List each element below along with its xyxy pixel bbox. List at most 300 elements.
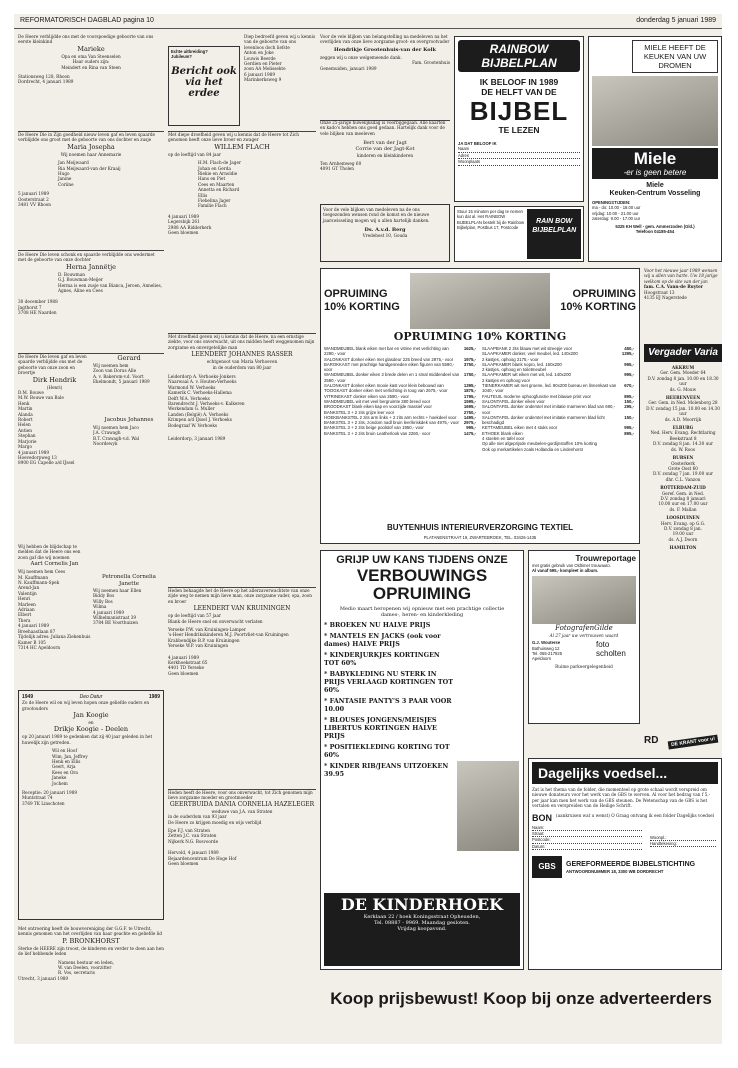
ad-line: Thera (18, 617, 31, 623)
sale-item-desc: BROODKAST blank eiken kap en voorzijde massief voor (324, 404, 432, 410)
trouwreportage-ad (528, 550, 640, 724)
rainbow-info-ad (454, 206, 584, 262)
kh-item: * BROEKEN NU HALVE PRIJS (324, 621, 431, 630)
ad-line: Naarwaal A. v. Houten-Verhoeks (168, 379, 237, 385)
varia-title: Vergader Varia (644, 344, 722, 362)
ad-line: Wij noemen haar Annemarie (60, 151, 122, 157)
trouw-title: Trouwreportage (575, 554, 636, 563)
rd-krant (644, 728, 722, 758)
sale-item-price: 1695,- (463, 404, 476, 410)
miele-name: Miele (646, 182, 664, 189)
rainbow-form: JA DAT BELOOF IK (458, 141, 497, 146)
kh-item: * FANTASIE PANTY'S 3 PAAR VOOR 10.00 (324, 697, 452, 714)
header-right: donderdag 5 januari 1989 (636, 17, 716, 24)
rainbow-field[interactable]: Woonplaats (458, 159, 580, 165)
sale-headline-right: OPRUIMING 10% KORTING (560, 288, 636, 313)
sale-item-desc: TOOGKAST donker eiken met verlichting in toog van 2675,- voor (324, 388, 448, 394)
varia-entry: Ger. Gem. Moeder 64 (660, 370, 706, 376)
sale-item-price: 1975,- (463, 356, 476, 362)
ad-name: P. BRONKHORST (62, 936, 120, 945)
rainbow-line1: IK BELOOF IN 1989 (479, 77, 559, 87)
ad-line: Janine (58, 176, 72, 182)
rainbow-field[interactable]: Adres (458, 153, 580, 159)
birth-ad-jacobus (93, 416, 165, 516)
ad-line: Geen bloemen (168, 670, 199, 676)
ad-name: Jacobus Johannes (104, 417, 154, 423)
miele-head: MIELE HEEFT DE KEUKEN VAN UW DROMEN (632, 40, 718, 73)
ad-name: Gerard (117, 354, 141, 362)
varia-entry: 10.00 uur en 17.00 uur (658, 501, 708, 507)
trouw-note: Al 27 jaar uw vertrouwen waard (549, 632, 619, 638)
gbs-field[interactable]: Postcode: (532, 837, 642, 843)
ad-line: Riekie en Arnoldie (198, 171, 238, 177)
gbs-org-sub: ANTWOORDNUMMER 18, 3300 WB DORDRECHT (566, 868, 664, 874)
ad-line: H.M. Flach-de Jager (198, 160, 241, 166)
ad-line: Noordewyk (93, 441, 118, 447)
ad-line: Kerkhoekstraat 65 (168, 660, 208, 666)
gbs-logo: GBS (532, 856, 562, 878)
rainbow-line2: DE HELFT VAN DE (481, 87, 557, 97)
sale-item-price: 895,- (624, 393, 634, 399)
header-left: REFORMATORISCH DAGBLAD pagina 10 (20, 17, 154, 24)
sale-item-price: 2975,- (463, 420, 476, 426)
varia-entry: Herv. Evang. op G.G. (660, 520, 706, 526)
jubilee-text: op 20 januari 1989 te gedenken dat zij 40 jaar geleden in het huwelijk zijn getreden. (22, 734, 153, 745)
ad-name: Ds. A.v.d. Berg (364, 227, 406, 234)
ad-line: 4 januari 1989 (18, 623, 50, 629)
ad-line: Margo (18, 444, 32, 450)
ad-line: Geen bloemen (168, 230, 199, 236)
ad-line: D.M. Bouwe (18, 390, 44, 396)
trouw-signature: FotografenGilde (555, 623, 613, 632)
ad-line: Elbert (18, 612, 32, 618)
kitchen-photo (592, 76, 718, 146)
ad-name: LEENDERT VAN KRUININGEN (193, 605, 291, 613)
ad-name: Bert van der Jagt (363, 140, 407, 147)
ad-line: Willy Bos (93, 598, 113, 604)
ad-line: Hoevedorpweg 13 (18, 454, 57, 460)
miele-logo: Miele (633, 149, 677, 168)
sale-item-desc: BANKSTEL 3 + 2 zits bruin Leatherlook van 2260,- voor (324, 430, 431, 436)
ad-line: Yerseke P.W. van Kruiningen-Lamper (168, 627, 246, 633)
stillborn-ad (244, 34, 316, 128)
ad-name: Dirk Hendrik (32, 375, 77, 384)
sale-item-price: 895,- (624, 430, 634, 436)
ad-line: 's-Heer Hendrikskinderen M.J. Poortvliet-van Kruiningen (168, 632, 289, 638)
rainbow2-logo: RAIN BOW BIJBELPLAN (527, 209, 581, 259)
furniture-photo (410, 273, 550, 329)
varia-entry: Oosterkerk (671, 460, 695, 466)
ad-line: J.A. Crawagh (93, 430, 121, 436)
ad-line: 3769 TK Linschoten (22, 800, 65, 806)
ad-line: Familie Flach (198, 203, 227, 209)
ad-line: Anton en Joke (244, 50, 274, 56)
ad-name: Herna Jannëtje (66, 262, 116, 271)
varia-entry: LOOSDUINEN (666, 515, 700, 521)
gbs-ad (528, 758, 722, 970)
birth-ad-gerard (93, 354, 165, 414)
ad-intro: Heden behaagde het de Heere op het allerzaverwachtste van onze zijde weg te nemen mijn lieve man, onze zorgzame vader, opa, zoon en broer (168, 588, 313, 604)
ad-lines (18, 54, 164, 70)
miele-phone: Telefoon 04185-454 (635, 229, 675, 235)
ad-line: Jochem (52, 780, 68, 786)
sale-item-desc: 2 kastjes en ophoog voor (482, 377, 531, 383)
rainbow-big: BIJBEL (469, 96, 569, 126)
trouw-foot: Ruime parkeergelegenheid (555, 663, 613, 669)
varia-entry: Beekstraat 8 (669, 435, 697, 441)
ad-line: Ten Arnhemweg 60 (320, 161, 362, 167)
jubilee-ad (18, 690, 164, 920)
bericht-q1: Echte uitbreiding? (171, 49, 208, 54)
ad-line: 3784 BE Voorthuizen (93, 620, 138, 626)
kh-item: * POSITIEKLEDING KORTING TOT 60% (324, 743, 450, 760)
ad-line: in de ouderdom van 93 jaar (168, 814, 227, 820)
gbs-field[interactable]: Woonpl.: (650, 835, 716, 841)
sale-item-desc: SALONKAST donker eiken mooie kast voor klein bebouwd van (324, 383, 444, 389)
sale-title: OPRUIMING 10% KORTING (393, 330, 567, 343)
rainbow-field[interactable]: Naam (458, 146, 580, 152)
sale-item-desc: BAROKKAST met prachtige handgesneden eiken figuren van 5590,- voor (324, 361, 455, 373)
greeting-name: fam. C.A. Vann-de Ruyter (644, 284, 703, 290)
ad-line: Helen (18, 422, 31, 428)
varia-entry: D.V. zondag 7 jan. 19.00 uur (653, 471, 713, 477)
ad-intro: Voor de vele blijken van belangstelling na medeleven na het overlijden van onze lieve zorgzame groot- en overgrootvader (320, 34, 450, 45)
ad-line: Krabbendijke B.P. van Kruiningen (168, 637, 240, 643)
ad-line: Diep bedroefd geven wij u kennis van de geboorte van ons levenloos doch liefste (244, 34, 316, 50)
ad-line: Robert (18, 417, 33, 423)
sale-item-price: 1475,- (463, 430, 476, 436)
gbs-field[interactable]: Datum: (532, 844, 642, 850)
ad-line: Wij noemen hem (93, 363, 129, 368)
sale-item-price: 995,- (624, 361, 634, 367)
ad-line: Gerdien en Pieter (244, 61, 282, 67)
ad-line: Alanda (18, 411, 33, 417)
ad-line: Jan Meijwaard (58, 160, 89, 166)
bericht-q2: Jubileum? (171, 54, 192, 60)
gbs-field[interactable]: Handtekening: (650, 841, 716, 847)
gbs-bon: BON (532, 812, 552, 823)
ad-line: N. Kauffmann-Spek (18, 580, 60, 586)
jubilee-tag: Deo Datur (79, 694, 103, 700)
death-ad-flach (168, 132, 316, 328)
sale-item-price: 1750,- (463, 372, 476, 378)
ad-line: Zoon van Dorus Alle (93, 368, 137, 374)
sale-item-desc: 4 stoelen en tafel voor (482, 436, 525, 442)
ad-line: Wim, Jan, Jeffrey (52, 753, 88, 759)
sale-item-desc: WANDMEUBEL wit met veel bergruimte 280 breed voor (324, 398, 431, 404)
birth-ad-aart (18, 544, 91, 686)
ad-line: Haar ouders zijn: (72, 59, 110, 65)
ad-line: Jagthorst 7 (18, 304, 42, 310)
ad-intro: Wij hebben de blijdschap te melden dat de Heere ons een zoon gaf die wij noemen (18, 544, 81, 560)
kinderhoek-ad (320, 550, 524, 970)
ad-line: Bodegraaf W. Verhoeks (168, 422, 218, 428)
kh-item: * BABYKLEDING NU STERK IN PRIJS VERLAAGD KORTINGEN TOT 60% (324, 670, 453, 695)
sale-item-desc: ETHOEK blank eiken (482, 430, 523, 436)
trouw-logo: foto scholten (596, 640, 626, 659)
ad-line: 4 januari 1989 (93, 609, 125, 615)
ad-text: Voor de vele blijken van medeleven na de ons toegezonden wensen rond de komst en de nieuwe jaarswisseling mogen wij u allen hartelijk danken. (323, 207, 430, 223)
ad-line: Kamerik C. Verhoeks-Hallema (168, 390, 232, 396)
varia-entry: dhr. C.L. Vanzon (665, 476, 701, 482)
sale-item-desc: BANKSTEL 3 + 2 zits beige poolstof van 1950,- voor (324, 425, 424, 431)
sale-item-price: 450,- (624, 346, 634, 351)
trouw-name: G.J. Wouterse (532, 640, 561, 646)
ad-line: W. van Deelen, voorzitter (58, 965, 112, 971)
varia-entry: ELBURG (672, 425, 694, 431)
thanks-vanderjagt (320, 120, 450, 200)
ad-line: Meindert en Rina van Steen (61, 64, 121, 70)
ad-line: Oosterstraat 2 (18, 196, 49, 202)
ad-line: op de leeftijd van 84 jaar (168, 151, 222, 157)
rd-tag: DE KRANT voor u! (667, 735, 718, 750)
newyear-greeting (644, 268, 722, 338)
kh-big1: VERBOUWINGS (356, 566, 488, 585)
sale-item-desc: WANDMEUBEL donker eiken 2 brede delen en 1 smal middendeel van 2590,- voor (324, 372, 460, 383)
varia-entry: ds. W. Roos (670, 446, 696, 452)
ad-line: Kamer B 105 (18, 639, 46, 645)
sale-item-price: 1625,- (463, 346, 476, 351)
varia-entry: D.V. zondag 8 jan. 10.00 en 18.30 uur (647, 375, 719, 387)
sale-item (482, 447, 634, 452)
kh-item: * BLOUSES JONGENS/MEISJES LIBERTUS KORTINGEN HALVE PRIJS (324, 716, 437, 741)
sale-item (482, 415, 634, 426)
birth-ad-dirk (18, 354, 91, 542)
ad-line: Namens bestuur en leden, (58, 959, 115, 965)
ad-line: 4 januari 1989 (168, 654, 200, 660)
sale-item-price: 995,- (624, 372, 634, 378)
ad-name: Petronella Cornelia Janette (102, 574, 156, 587)
sale-item-desc: VITRINEKAST donker eiken van 2590,- voor (324, 393, 409, 399)
ad-intro: De Heere Die leven gaf en leven spaarde verblijdde ons met de geboorte van onze zoon en broertje (18, 354, 87, 376)
bottom-banner (320, 976, 722, 1022)
ad-line: Wil en Hoof (52, 748, 77, 754)
kh-tel: Tel. 08887 - 9969. Maandag gesloten. (374, 920, 470, 927)
ad-name: LEENDERT JOHANNES RASSER (191, 351, 293, 359)
thanks-vdberg (320, 204, 450, 262)
ad-line: Cees en Maarten (198, 181, 235, 187)
ad-line: Adriaan (18, 607, 35, 613)
sale-item-price: 1875,- (463, 388, 476, 394)
miele-tag: -er is geen betere (623, 168, 687, 177)
ad-line: Hugo (58, 171, 70, 177)
ad-intro: Met droefheid geven wij u kennis dat de Heere, na een ernstige ziekte, voor ons onverwacht, uit ons midden heeft weggenomen mijn zorgzame en onvergetelijke man (168, 334, 315, 350)
sale-item-price: 1495,- (463, 414, 476, 420)
ad-line: Ellis (198, 192, 208, 198)
trouw-addr: Bathuisweg 12 (532, 645, 560, 651)
sale-footer-address: PLATANENSTRAAT 19, ZWARTEBROEK, TEL. 03426-1435 (423, 534, 537, 540)
ad-line: Barendrecht J. Verhoeks-v. Kalkeren (168, 401, 245, 407)
ad-line: Zetten J.C. van Straten (168, 833, 217, 839)
sale-item-price: 1795,- (463, 393, 476, 399)
ad-line: Muntstraat 74 (22, 795, 53, 801)
trouw-price: Al vanaf 595,- kompleet in album. (532, 568, 599, 574)
ad-line: 8900 EG Capelle a/d IJssel (18, 460, 75, 466)
ad-line: Kees en Ora (52, 769, 78, 775)
ad-line: 4 januari 1989 (168, 213, 200, 219)
sale-item-price: 295,- (624, 404, 634, 410)
kh-big2: OPRUIMING (372, 584, 472, 603)
ad-line: Blank de Heere snel en onverwacht verlaten (168, 618, 263, 624)
ad-line: M. Kauffmann (18, 574, 49, 580)
varia-entry: ds. A.D. Moorrijk (664, 416, 702, 422)
ad-line: Receptie: 20 januari 1989 (22, 790, 78, 796)
sale-item-desc: BANKSTEL 3 + 2 zits, zondom nadl bruin leer/kriskdek van 4975,- voor (324, 420, 459, 426)
miele-hours: ma - do: 10.00 - 18.00 uur (592, 205, 641, 211)
kh-sub: Medio maart heropenen wij opnieuw met een prachtige collectie dames-, heren- en kinderkleding (339, 606, 505, 619)
birth-ad-petronella (93, 574, 165, 684)
ad-line: Legersbijk 261 (168, 219, 200, 225)
sale-item-price: 1595,- (463, 398, 476, 404)
ad-name: Marieke (77, 44, 105, 53)
ad-line: kinderen en kleinkinderen (356, 152, 414, 158)
ad-line: Janeke (52, 775, 67, 781)
sale-item-desc: BANKSTEL 3 + 2 zits grijze leer voor (324, 409, 395, 415)
kh-item: * KINDERJURKJES KORTINGEN TOT 60% (324, 651, 440, 668)
trouw-city: Apeldoorn (532, 656, 552, 662)
gbs-field[interactable]: Straat: (532, 831, 642, 837)
varia-entry: Grote Oost 60 (668, 465, 698, 471)
jubilee-intro: Zo de Heere wil en wij leven hopen onze geliefde ouders en grootouders (22, 700, 150, 711)
ad-line: Biddy Bos (93, 593, 115, 599)
ad-line: Hervold, 4 januari 1989 (168, 850, 219, 856)
ad-line: 3481 VV Rhoon (18, 202, 51, 208)
ad-name: Maria Josepha (67, 142, 115, 151)
ad-line: M.W. Bouwe van Bale (18, 395, 64, 401)
ad-line: Hans en Piet (198, 176, 226, 182)
ad-line: Louwis Beerde (244, 55, 276, 61)
greeting-text: Voor het nieuwe jaar 1989 wensen wij u allen van harte. Uw 18 jarige welkom op de site van der jan (644, 268, 718, 284)
gbs-text: Zat is het thema van de folder, die momenteel op grote schaal wordt verspreid om nieuwe donateurs voor het werk van de GBS te werven. Al voor het bedrag van f 5,- per jaar kan men het werk van de GBS steunen. De Wetenschap van de GBS is het vertalen en verspreiden van de Heilige Schrift. (532, 787, 711, 809)
varia-entry: D.V. zondag 8 jan. 14.30 uur (653, 441, 713, 447)
ad-line: Wij noemen hem Cees (18, 569, 66, 575)
ad-line: Wilhelmanistraat 39 (93, 615, 137, 621)
sale-item-desc: SLAAPBANK 2 zits blauw met wit streepje voor (482, 346, 573, 351)
ad-line: Breehaastlaan 87 (18, 628, 56, 634)
ad-line: Fiebelina Jager (198, 198, 231, 204)
ad-line: Coriine (58, 181, 74, 187)
miele-hours: vrijdag: 10.00 - 21.00 uur (592, 210, 639, 216)
gbs-field[interactable]: Naam: (532, 825, 642, 831)
varia-entry: Ned. Herv. Evang. Rechtlaring (650, 430, 716, 436)
ad-line: Arend-Jan (18, 585, 40, 591)
ad-line: Antien (18, 427, 32, 433)
kh-top: GRIJP UW KANS TIJDENS ONZE (336, 554, 508, 566)
bericht-ad (168, 46, 240, 126)
kh-foot: Vrijdag koopavond. (397, 926, 447, 933)
ad-name2: Corrie van der Jagt-Kot (355, 146, 415, 153)
jubilee-name2: Drikje Koogie - Deelen (53, 725, 129, 734)
birth-ad-maria (18, 132, 164, 244)
ad-line: Henk (18, 400, 30, 406)
sale-footer: BUYTENHUIS INTERIEURVERZORGING TEXTIEL (386, 523, 574, 532)
sale-item-desc: SALONTAFEL donker onderstel met imitatie marmeren blad licht beschadigd (482, 414, 605, 426)
death-ad-kruiningen (168, 588, 316, 784)
sale-item-desc: 2 kastjes, ophoog en toiletmeubel (482, 367, 547, 373)
rainbow-line3: TE LEZEN (498, 125, 540, 135)
ad-line: 4091 GT Tholen (320, 166, 354, 172)
sale-item-desc: 2 kastjes, ophoog 2175,- voor (482, 356, 539, 362)
gbs-title: Dagelijks voedsel... (532, 762, 718, 784)
jubilee-and: en (88, 720, 94, 726)
kh-items (324, 621, 454, 778)
sale-item (482, 383, 634, 394)
ad-line: Leiderdorp A. Verhoeks-Jonkers (168, 374, 236, 380)
sale-headline-left: OPRUIMING 10% KORTING (324, 288, 400, 313)
sale-item-price: 150,- (624, 398, 634, 404)
ad-line: Bejaardencentrum De Hoge Hof (168, 855, 237, 861)
ad-intro: Onze 25-jarige huwelijksdag is voorbijgegaan. Alle kaarten en kado's hebben ons goed gedaan. Hartelijk dank voor de vele blijken van meeleven (320, 120, 446, 136)
ad-line: De Heere zo krijgen moedig en wijs verblijd (168, 819, 262, 825)
ad-name: Hendrikje Grootenhuis-van der Kolk (333, 46, 437, 53)
sale-item-price: 3750,- (463, 361, 476, 367)
ad-line: B.T. Crawagh-v.d. Wal (93, 435, 140, 441)
sale-item-desc: SLAAPKAMER blank nopro, led. 160x200 (482, 361, 562, 367)
ad-line: 2988 AA Ridderkerk (168, 224, 212, 230)
birth-ad-herna (18, 252, 164, 348)
ad-line: Dordrecht, 4 januari 1989 (18, 79, 74, 85)
kh-addr: Kerklaan 22 / hoek Koningsstraat Opheusden, (363, 914, 481, 920)
rainbow-bijbelplan-ad (454, 36, 584, 202)
gbs-bon-text: (aankruisen wat u wenst) O Graag ontvang ik een folder Dagelijks voedsel (556, 812, 714, 818)
jubilee-name: Jan Koogie (73, 711, 109, 720)
varia-entry: ROTTERDAM-ZUID (660, 485, 706, 491)
ad-line: Stephan (18, 433, 36, 439)
thanks-grootenhuis (320, 34, 450, 114)
sale-item-desc: SALONTAFEL donker onderstel met imitatie marmeren blad van 690,- voor (482, 404, 616, 415)
sale-item-desc: FAUTEUIL moderne ophoogfunctie met blauwe print voor (482, 393, 591, 399)
ad-name: WILLEM FLACH (214, 142, 270, 151)
varia-entry: D.V. zondag 8 jan. (664, 525, 702, 531)
ad-line: Krimpen a/d IJssel J. Verhoeks (168, 417, 232, 423)
sale-item (482, 404, 634, 415)
ad-line: Landen (België) A. Verhoeks (168, 411, 229, 417)
ad-line: Sterke de HEERE zijn troost, de kinderen en verder te doen aan hen de lief hebbende leden (18, 945, 164, 957)
ad-line: weduwe van J.A. van Straten (211, 808, 273, 814)
sale-item-desc: HOEKBANKSTEL 2 zits arm links + 2 zits arm rechts + hoekdeel voor (324, 414, 457, 420)
ad-line: Henri (18, 596, 31, 602)
ad-line: Wilma (93, 604, 107, 610)
sale-item-price: 1395,- (621, 351, 634, 357)
varia-entry: AKKRUM (671, 365, 695, 370)
ad-line: in de ouderdom van 80 jaar (212, 364, 272, 370)
sale-item-desc: WANDMEUBEL blank eiken met bar en vitrine met verlichting van 2290,- voor (324, 346, 449, 357)
ad-line: Marleen (18, 601, 36, 607)
trouw-text: met gratis gebruik van Oldtimer trouwauto. (532, 563, 611, 568)
varia-entry: HAMILTON (669, 545, 697, 551)
child-photo (457, 761, 519, 851)
ad-line: R. Vos, secretaris (58, 970, 95, 976)
rainbow2-text: Stuur 15 minuten per dag te nemen kun dat al. Het RAINBOW BIJBELPLAN bestelt bij de Rainbow Bijbelplan, Postbus 17, Postcode (457, 209, 525, 231)
ad-line: Wij noemen haar Ellen (93, 588, 142, 593)
ad-line: Geen bloemen (168, 861, 199, 867)
miele-hours-label: OPENINGSTIJDEN: (592, 200, 631, 205)
death-ad-rasser (168, 334, 316, 582)
sale-item-price: 150,- (624, 414, 634, 420)
page-header (14, 14, 722, 29)
ad-name: Aart Cornelis Jan (30, 561, 79, 568)
ad-line: Martin (18, 406, 33, 412)
ad-line: echtgenoot van Maria Verhoeven (206, 359, 278, 365)
ad-line: zeggen wij u onze welgemeende dank. (320, 55, 402, 61)
sale-item-desc: KETTAMEUBEL eiken met 4 stuks voor (482, 425, 558, 431)
ad-line: Opa en oma Van Steenselen (61, 53, 121, 59)
varia-entry: Ger. Gem. in Ned. Molenborg 28 (648, 400, 718, 406)
sale-item (324, 362, 476, 373)
buytenhuis-sale-ad (320, 268, 640, 544)
ad-intro: De Heere verblijdde ons met de voorspoedige geboorte van ons eerste kleinkind (18, 34, 154, 45)
miele-address: 5325 KH Well - gem. Ammerzoden (Gld.) (615, 223, 695, 229)
